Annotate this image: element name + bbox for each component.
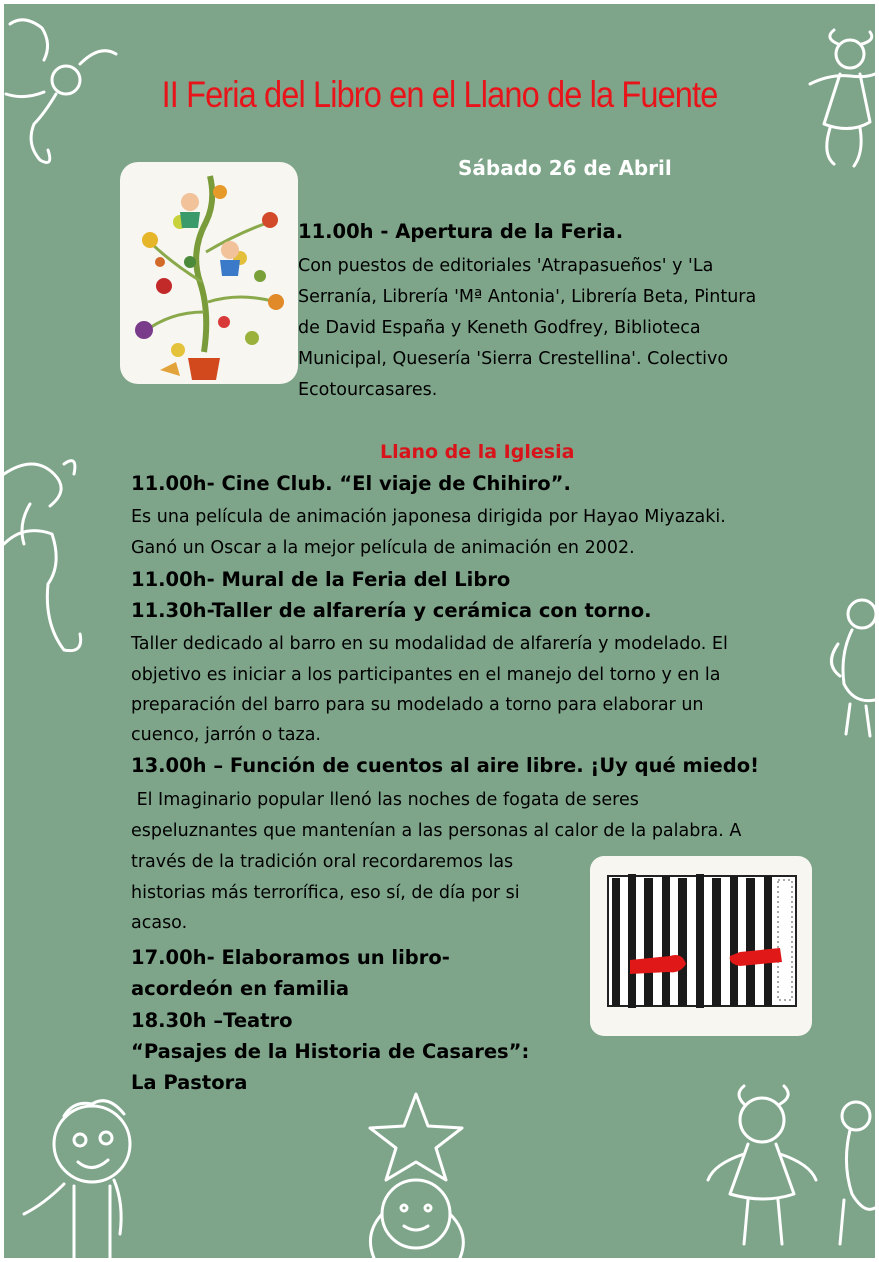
prison-bars-illustration: [590, 856, 812, 1036]
opening-heading: 11.00h - Apertura de la Feria.: [298, 220, 624, 243]
child-doodle-icon: [24, 1101, 130, 1258]
taller-line: Taller dedicado al barro en su modalidad de alfarería y modelado. El: [131, 634, 728, 654]
cuentos-line: acaso.: [131, 913, 188, 933]
taller-line: cuenco, jarrón o taza.: [131, 725, 321, 745]
poster: [4, 4, 875, 1258]
child-doodle-icon: [4, 461, 81, 651]
cine-line: Ganó un Oscar a la mejor película de animación en 2002.: [131, 538, 635, 558]
teatro-line: “Pasajes de la Historia de Casares”:: [131, 1040, 530, 1063]
opening-line: Con puestos de editoriales 'Atrapasueños' y 'La: [298, 256, 714, 276]
mural-heading: 11.00h- Mural de la Feria del Libro: [131, 568, 511, 591]
cuentos-line: través de la tradición oral recordaremos las: [131, 852, 514, 872]
taller-line: preparación del barro para su modelado a torno para elaborar un: [131, 695, 704, 715]
libro-line: acordeón en familia: [131, 977, 350, 1000]
taller-heading: 11.30h-Taller de alfarería y cerámica con torno.: [131, 599, 652, 622]
child-doodle-icon: [708, 1086, 875, 1244]
teatro-line: La Pastora: [131, 1071, 248, 1094]
opening-line: Municipal, Quesería 'Sierra Crestellina'. Colectivo: [298, 349, 729, 369]
opening-line: Serranía, Librería 'Mª Antonia', Librería Beta, Pintura: [298, 287, 757, 307]
taller-line: objetivo es iniciar a los participantes en el manejo del torno y en la: [131, 665, 721, 685]
cuentos-line: espeluznantes que mantenían a las personas al calor de la palabra. A: [131, 821, 742, 841]
tree-illustration: [120, 162, 298, 384]
cuentos-line: El Imaginario popular llenó las noches de fogata de seres: [131, 790, 639, 810]
libro-line: 17.00h- Elaboramos un libro-: [131, 946, 450, 969]
poster-title: II Feria del Libro en el Llano de la Fuente: [161, 74, 718, 115]
teatro-heading: 18.30h –Teatro: [131, 1009, 293, 1032]
opening-line: de David España y Keneth Godfrey, Biblioteca: [298, 318, 701, 338]
opening-line: Ecotourcasares.: [298, 380, 438, 400]
child-doodle-icon: [831, 600, 875, 736]
event-date: Sábado 26 de Abril: [458, 156, 672, 180]
cine-heading: 11.00h- Cine Club. “El viaje de Chihiro”.: [131, 472, 571, 495]
cuentos-line: historias más terrorífica, eso sí, de día por si: [131, 883, 520, 903]
section-title: Llano de la Iglesia: [380, 441, 575, 463]
cuentos-heading: 13.00h – Función de cuentos al aire libre. ¡Uy qué miedo!: [131, 754, 759, 777]
star-doodle-icon: [370, 1094, 463, 1258]
cine-line: Es una película de animación japonesa dirigida por Hayao Miyazaki.: [131, 507, 726, 527]
